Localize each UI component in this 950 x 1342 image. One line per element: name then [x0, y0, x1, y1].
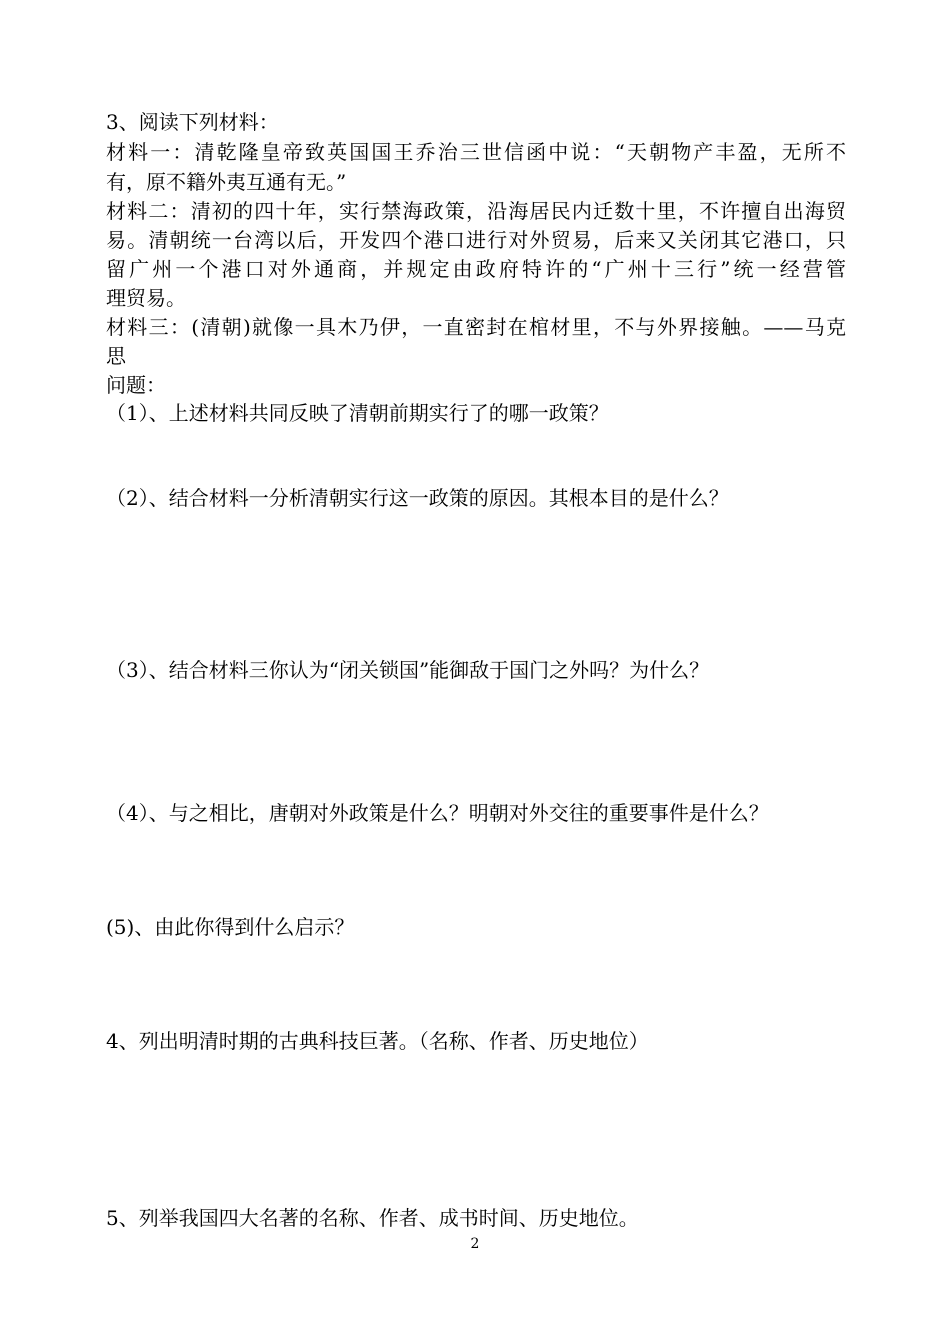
material-2-line-4: 理贸易。 [106, 286, 186, 310]
sub-question-3: （3）、结合材料三你认为“闭关锁国”能御敌于国门之外吗？为什么？ [106, 658, 710, 682]
questions-label: 问题： [106, 373, 166, 397]
material-3-line-2: 思 [106, 344, 126, 368]
sub-question-2: （2）、结合材料一分析清朝实行这一政策的原因。其根本目的是什么？ [106, 486, 729, 510]
question-5: 5、列举我国四大名著的名称、作者、成书时间、历史地位。 [106, 1206, 639, 1230]
sub-question-5: (5)、由此你得到什么启示？ [106, 915, 355, 939]
page-number: 2 [470, 1236, 480, 1252]
material-2-line-1: 材料二：清初的四十年，实行禁海政策，沿海居民内迁数十里，不许擅自出海贸 [106, 199, 846, 223]
question-3-heading: 3、阅读下列材料： [106, 110, 279, 134]
question-4: 4、列出明清时期的古典科技巨著。（名称、作者、历史地位） [106, 1029, 649, 1053]
sub-question-4: （4）、与之相比，唐朝对外政策是什么？明朝对外交往的重要事件是什么？ [106, 801, 769, 825]
material-1-line-2: 有，原不籍外夷互通有无。” [106, 170, 347, 194]
material-2-line-2: 易。清朝统一台湾以后，开发四个港口进行对外贸易，后来又关闭其它港口，只 [106, 228, 846, 252]
material-1-line-1: 材料一：清乾隆皇帝致英国国王乔治三世信函中说：“天朝物产丰盈，无所不 [106, 140, 846, 164]
material-3-line-1: 材料三：(清朝)就像一具木乃伊，一直密封在棺材里，不与外界接触。——马克 [106, 315, 846, 339]
sub-question-1: （1）、上述材料共同反映了清朝前期实行了的哪一政策？ [106, 401, 609, 425]
material-2-line-3: 留广州一个港口对外通商，并规定由政府特许的“广州十三行”统一经营管 [106, 257, 846, 281]
